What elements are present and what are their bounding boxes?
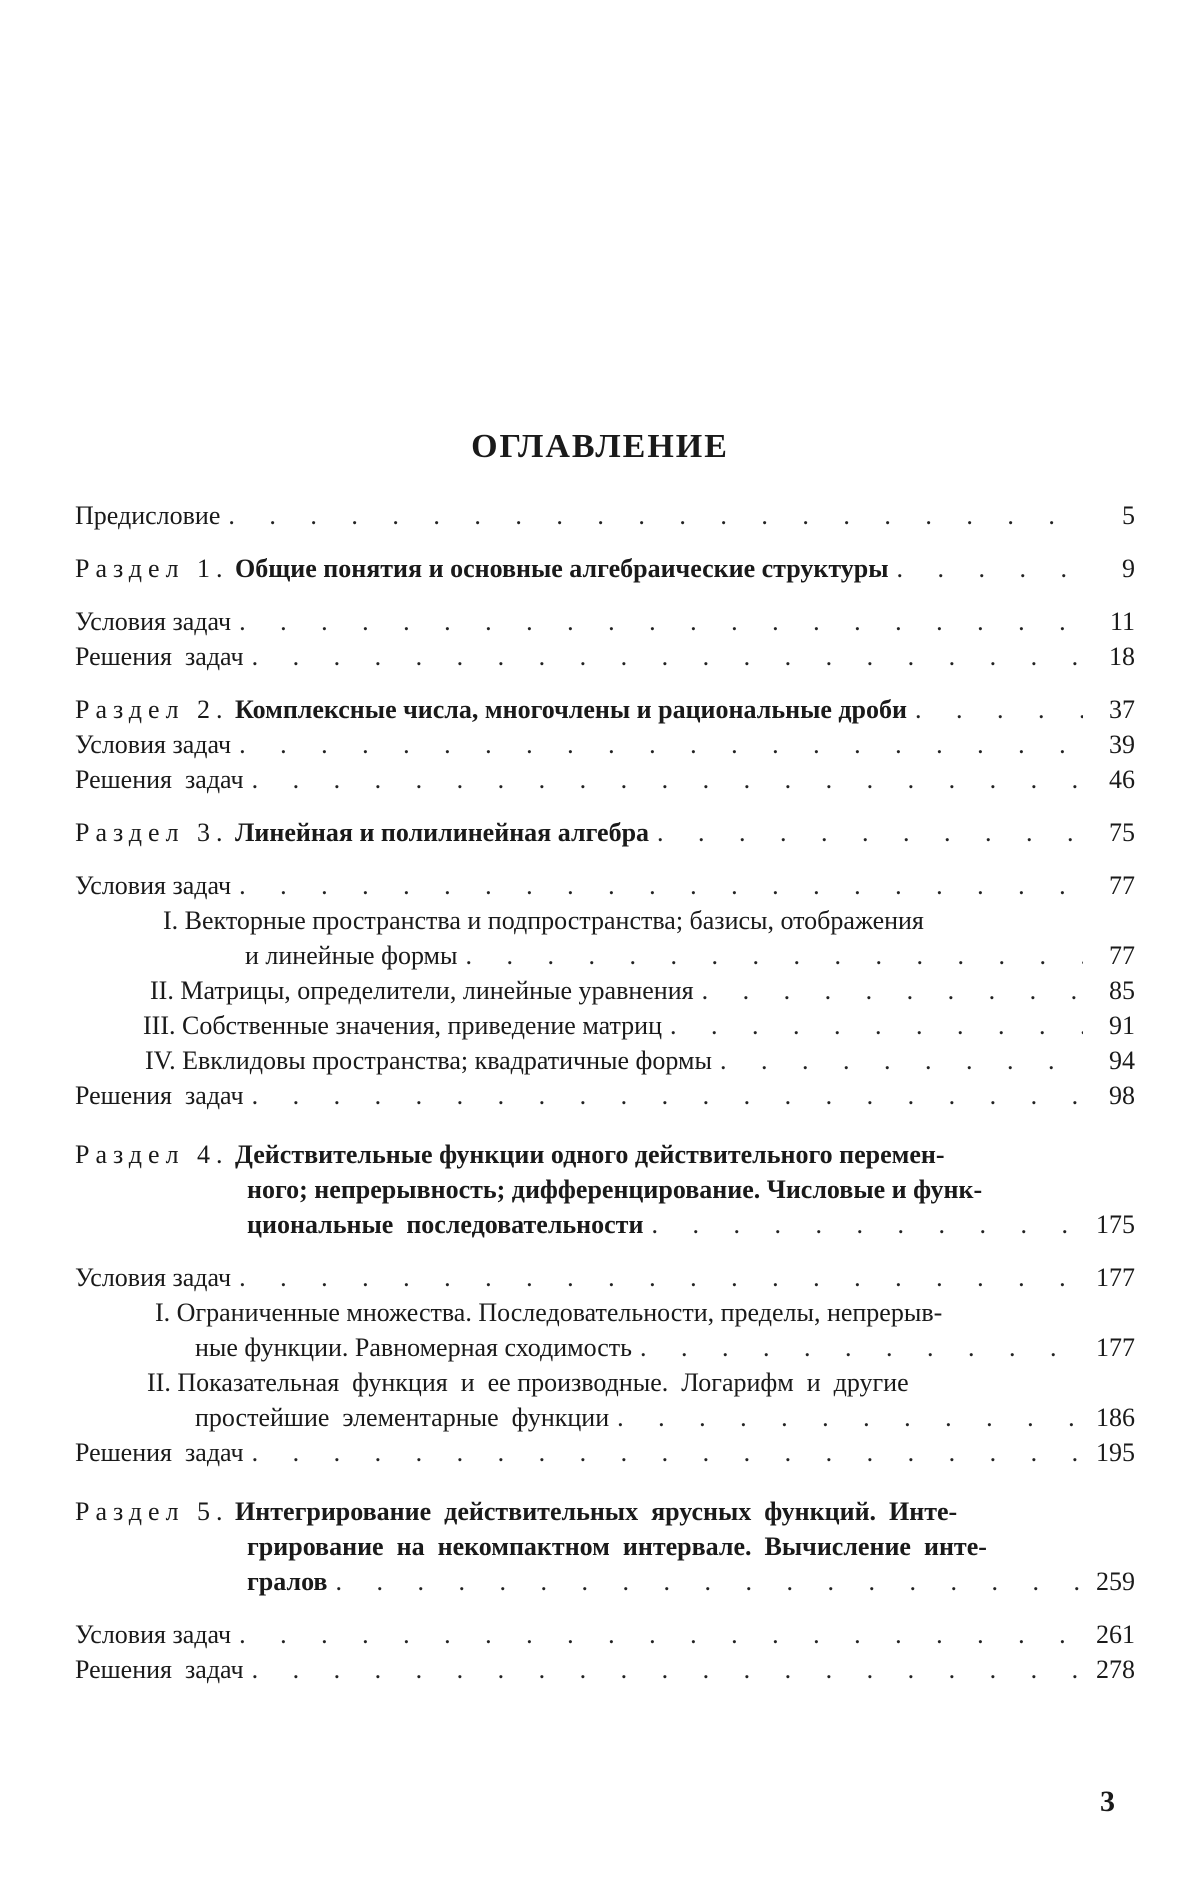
entry-title: Условия задач bbox=[75, 871, 232, 900]
entry-title: Решения задач bbox=[75, 1438, 244, 1467]
entry-title: Предисловие bbox=[75, 501, 221, 530]
entry-page: 75 bbox=[1109, 818, 1135, 847]
entry-page: 195 bbox=[1096, 1438, 1135, 1467]
leader-dots bbox=[670, 1008, 1083, 1043]
section-label: Раздел 2. bbox=[75, 695, 229, 724]
entry-title: Решения задач bbox=[75, 1081, 244, 1110]
entry-page: 85 bbox=[1109, 976, 1135, 1005]
subsection-title: Евклидовы пространства; квадратичные формы bbox=[182, 1046, 712, 1075]
entry-title: Решения задач bbox=[75, 765, 244, 794]
toc-entry-preface bbox=[75, 498, 1135, 533]
toc-entry bbox=[75, 1078, 1135, 1113]
section-3-heading bbox=[75, 815, 1135, 850]
toc-entry bbox=[75, 604, 1135, 639]
entry-page: 18 bbox=[1109, 642, 1135, 671]
entry-page: 278 bbox=[1096, 1655, 1135, 1684]
leader-dots bbox=[465, 938, 1083, 973]
subsection-title-line: Векторные пространства и подпространства; базисы, отображения bbox=[184, 906, 924, 935]
entry-title: Решения задач bbox=[75, 1655, 244, 1684]
leader-dots bbox=[640, 1330, 1083, 1365]
section-title-line: Интегрирование действительных ярусных функций. Инте- bbox=[235, 1497, 958, 1526]
section-title-line: циональные последовательности bbox=[247, 1210, 644, 1239]
subsection-entry-continued bbox=[75, 1330, 1135, 1365]
subsection-number: III. bbox=[143, 1011, 176, 1040]
section-title-line: ного; непрерывность; дифференцирование. Числовые и функ- bbox=[247, 1175, 983, 1204]
toc-entry bbox=[75, 727, 1135, 762]
table-of-contents bbox=[75, 498, 1135, 1687]
leader-dots bbox=[239, 1617, 1083, 1652]
section-title-line: гралов bbox=[247, 1567, 328, 1596]
toc-entry bbox=[75, 762, 1135, 797]
leader-dots bbox=[651, 1207, 1083, 1242]
entry-title: Условия задач bbox=[75, 607, 232, 636]
leader-dots bbox=[252, 1652, 1083, 1687]
entry-page: 37 bbox=[1109, 695, 1135, 724]
subsection-number: II. bbox=[147, 1368, 171, 1397]
leader-dots bbox=[252, 1078, 1083, 1113]
entry-page: 98 bbox=[1109, 1081, 1135, 1110]
subsection-title: Собственные значения, приведение матриц bbox=[181, 1011, 662, 1040]
entry-page: 175 bbox=[1096, 1210, 1135, 1239]
section-4-heading bbox=[75, 1137, 1135, 1172]
entry-page: 91 bbox=[1109, 1011, 1135, 1040]
subsection-title-line: Показательная функция и ее производные. Логарифм и другие bbox=[177, 1368, 909, 1397]
entry-title: Условия задач bbox=[75, 1263, 232, 1292]
leader-dots bbox=[915, 692, 1083, 727]
entry-title: Условия задач bbox=[75, 1620, 232, 1649]
subsection-number: II. bbox=[150, 976, 174, 1005]
section-title-line: Действительные функции одного действительного перемен- bbox=[235, 1140, 945, 1169]
subsection-number: IV. bbox=[145, 1046, 176, 1075]
entry-page: 77 bbox=[1109, 941, 1135, 970]
entry-page: 46 bbox=[1109, 765, 1135, 794]
leader-dots bbox=[897, 551, 1083, 586]
leader-dots bbox=[335, 1564, 1083, 1599]
leader-dots bbox=[252, 1435, 1083, 1470]
section-title-line: грирование на некомпактном интервале. Вычисление инте- bbox=[247, 1532, 987, 1561]
subsection-entry bbox=[75, 1365, 1135, 1400]
page-number: 3 bbox=[1100, 1785, 1115, 1818]
section-5-heading-continued bbox=[75, 1564, 1135, 1599]
section-label: Раздел 5. bbox=[75, 1497, 229, 1526]
leader-dots bbox=[720, 1043, 1083, 1078]
entry-page: 261 bbox=[1096, 1620, 1135, 1649]
section-label: Раздел 3. bbox=[75, 818, 229, 847]
entry-page: 9 bbox=[1122, 554, 1135, 583]
subsection-entry bbox=[75, 1295, 1135, 1330]
leader-dots bbox=[252, 762, 1083, 797]
subsection-title-line: Ограниченные множества. Последовательности, пределы, непрерыв- bbox=[176, 1298, 943, 1327]
subsection-entry-continued bbox=[75, 1400, 1135, 1435]
leader-dots bbox=[617, 1400, 1083, 1435]
leader-dots bbox=[239, 868, 1083, 903]
section-label: Раздел 4. bbox=[75, 1140, 229, 1169]
entry-page: 259 bbox=[1096, 1567, 1135, 1596]
entry-title: Условия задач bbox=[75, 730, 232, 759]
subsection-entry bbox=[75, 1008, 1135, 1043]
subsection-entry bbox=[75, 1043, 1135, 1078]
subsection-title-line: ные функции. Равномерная сходимость bbox=[195, 1333, 632, 1362]
leader-dots bbox=[657, 815, 1083, 850]
entry-page: 39 bbox=[1109, 730, 1135, 759]
section-4-heading-continued bbox=[75, 1207, 1135, 1242]
subsection-entry bbox=[75, 973, 1135, 1008]
entry-page: 5 bbox=[1122, 501, 1135, 530]
section-label: Раздел 1. bbox=[75, 554, 229, 583]
entry-page: 11 bbox=[1109, 607, 1135, 636]
subsection-title-line: простейшие элементарные функции bbox=[195, 1403, 610, 1432]
toc-entry bbox=[75, 639, 1135, 674]
leader-dots bbox=[239, 604, 1083, 639]
entry-title: Решения задач bbox=[75, 642, 244, 671]
entry-page: 177 bbox=[1096, 1263, 1135, 1292]
section-5-heading bbox=[75, 1494, 1135, 1529]
section-title: Общие понятия и основные алгебраические структуры bbox=[235, 554, 889, 583]
entry-page: 94 bbox=[1109, 1046, 1135, 1075]
section-2-heading bbox=[75, 692, 1135, 727]
leader-dots bbox=[252, 639, 1083, 674]
toc-entry bbox=[75, 1617, 1135, 1652]
subsection-title: Матрицы, определители, линейные уравнения bbox=[180, 976, 694, 1005]
leader-dots bbox=[239, 1260, 1083, 1295]
subsection-number: I. bbox=[155, 1298, 171, 1327]
entry-page: 186 bbox=[1096, 1403, 1135, 1432]
toc-entry bbox=[75, 1260, 1135, 1295]
entry-page: 177 bbox=[1096, 1333, 1135, 1362]
leader-dots bbox=[239, 727, 1083, 762]
page-title: ОГЛАВЛЕНИЕ bbox=[471, 428, 729, 465]
subsection-entry bbox=[75, 903, 1135, 938]
leader-dots bbox=[702, 973, 1083, 1008]
entry-page: 77 bbox=[1109, 871, 1135, 900]
subsection-entry-continued bbox=[75, 938, 1135, 973]
toc-entry bbox=[75, 1435, 1135, 1470]
section-title: Комплексные числа, многочлены и рациональные дроби bbox=[235, 695, 907, 724]
toc-entry bbox=[75, 868, 1135, 903]
section-title: Линейная и полилинейная алгебра bbox=[235, 818, 650, 847]
subsection-number: I. bbox=[163, 906, 179, 935]
toc-entry bbox=[75, 1652, 1135, 1687]
leader-dots bbox=[228, 498, 1083, 533]
section-1-heading bbox=[75, 551, 1135, 586]
subsection-title-line: и линейные формы bbox=[245, 941, 458, 970]
